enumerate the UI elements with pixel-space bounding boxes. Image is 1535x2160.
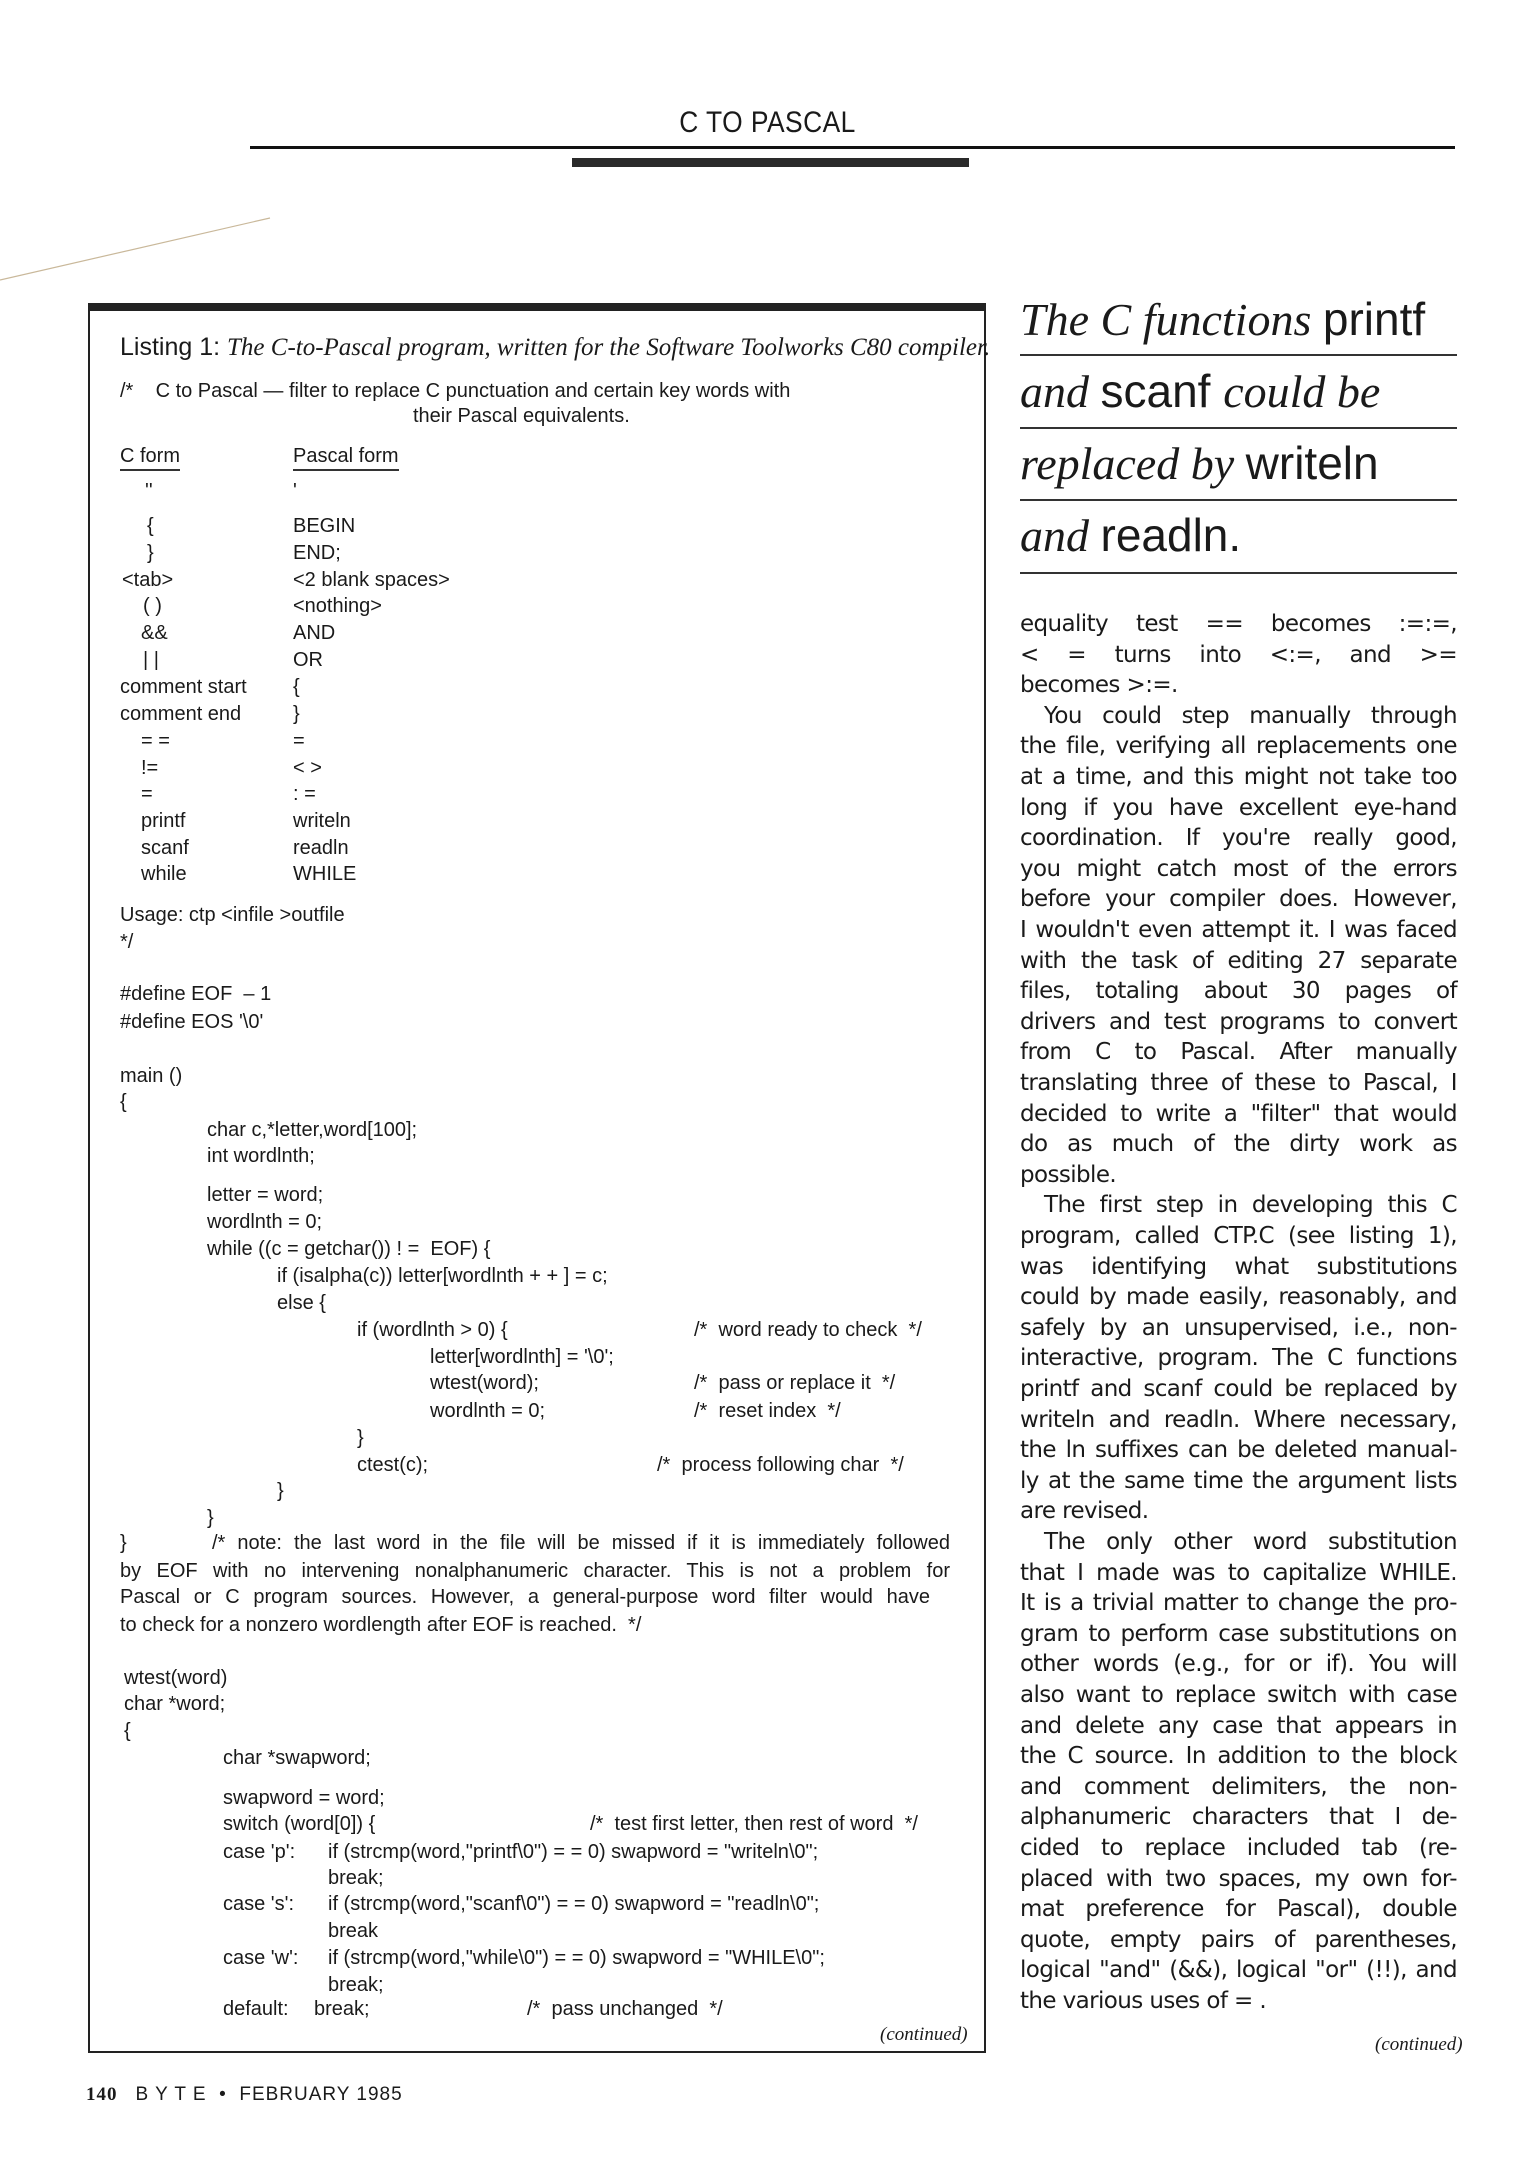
- code-line: */: [120, 931, 134, 953]
- code-comment: /* reset index */: [694, 1400, 841, 1422]
- table-cell-pascal-form: AND: [293, 622, 336, 644]
- article-line: from C to Pascal. After manually: [1020, 1039, 1457, 1066]
- table-header-pascal: Pascal form: [293, 445, 399, 471]
- code-line: wtest(word): [124, 1667, 228, 1689]
- continued-note: (continued): [1375, 2034, 1463, 2055]
- article-line: decided to write a "filter" that would: [1020, 1100, 1457, 1127]
- code-line: if (isalpha(c)) letter[wordlnth + + ] = c;: [277, 1265, 608, 1287]
- code-line: break;: [328, 1974, 384, 1996]
- pull-quote-text: functions: [1142, 294, 1323, 345]
- code-line: Pascal or C program sources. However, a general-purpose word filter would have: [120, 1586, 930, 1608]
- table-cell-c-form: | |: [143, 649, 159, 671]
- code-line: if (wordlnth > 0) {: [357, 1319, 508, 1341]
- table-cell-c-form: '': [145, 480, 153, 502]
- code-line: }: [207, 1507, 214, 1529]
- pull-quote-line: [1020, 508, 1457, 562]
- article-line: I wouldn't even attempt it. I was faced: [1020, 917, 1457, 943]
- article-line: the file, verifying all replacements one: [1020, 733, 1457, 760]
- article-line: coordination. If you're really good,: [1020, 825, 1457, 852]
- table-cell-pascal-form: : =: [293, 783, 316, 805]
- article-line: program, called CTP.C (see listing 1),: [1020, 1223, 1457, 1249]
- table-cell-c-form: while: [141, 863, 187, 885]
- listing-intro: their Pascal equivalents.: [413, 405, 630, 427]
- table-cell-pascal-form: writeln: [293, 810, 351, 832]
- code-line: letter[wordlnth] = '\0';: [430, 1346, 614, 1368]
- table-cell-pascal-form: < >: [293, 757, 322, 779]
- code-line: char c,*letter,word[100];: [207, 1119, 418, 1141]
- article-line: was identifying what substitutions: [1020, 1253, 1457, 1280]
- code-comment: /* pass or replace it */: [694, 1372, 896, 1394]
- pull-quote-rule: [1020, 572, 1457, 574]
- article-line: that I made was to capitalize WHILE.: [1020, 1559, 1457, 1586]
- code-line: default:: [223, 1998, 289, 2020]
- article-line: are revised.: [1020, 1498, 1149, 1525]
- header-bar: [572, 158, 969, 167]
- pull-quote-rule: [1020, 499, 1457, 501]
- article-line: possible.: [1020, 1161, 1117, 1188]
- code-line: case 's':: [223, 1893, 294, 1915]
- caption-label: Listing 1:: [120, 333, 228, 361]
- article-line: and delete any case that appears in: [1020, 1712, 1457, 1739]
- table-cell-c-form: comment start: [120, 676, 247, 698]
- code-line: #define EOF – 1: [120, 983, 272, 1005]
- article-line: long if you have excellent eye-hand: [1020, 794, 1457, 821]
- decorative-line: [0, 200, 280, 290]
- article-line: and comment delimiters, the non-: [1020, 1773, 1457, 1800]
- article-line: writeln and readln. Where necessary,: [1020, 1406, 1457, 1433]
- table-cell-c-form: comment end: [120, 703, 242, 725]
- article-line: gram to perform case substitutions on: [1020, 1620, 1457, 1647]
- article-line: cided to replace included tab (re-: [1020, 1835, 1457, 1861]
- code-line: }: [357, 1427, 364, 1449]
- code-comment: /* pass unchanged */: [527, 1998, 723, 2020]
- code-line: wtest(word);: [430, 1372, 539, 1394]
- pull-quote-text: scanf: [1100, 365, 1224, 417]
- table-cell-c-form: scanf: [141, 837, 189, 859]
- pull-quote-text: The C: [1020, 294, 1143, 345]
- table-header-c: C form: [120, 445, 180, 471]
- table-cell-pascal-form: WHILE: [293, 863, 357, 885]
- article-line: It is a trivial matter to change the pro-: [1020, 1590, 1457, 1617]
- code-comment: /* note: the last word in the file will be missed if it is immediately followed: [212, 1532, 950, 1554]
- code-comment: /* test first letter, then rest of word */: [590, 1813, 918, 1835]
- article-line: ly at the same time the argument lists: [1020, 1467, 1457, 1494]
- code-line: break;: [314, 1998, 370, 2020]
- code-line: by EOF with no intervening nonalphanumeric character. This is not a problem for: [120, 1560, 950, 1582]
- code-line: else {: [277, 1292, 326, 1314]
- pull-quote-text: readln.: [1100, 509, 1242, 561]
- pull-quote-text: writeln: [1245, 437, 1379, 489]
- code-line: if (strcmp(word,"printf\0") = = 0) swapword = "writeln\0";: [328, 1841, 819, 1863]
- article-line: could by made easily, reasonably, and: [1020, 1284, 1457, 1311]
- article-line: the C source. In addition to the block: [1020, 1743, 1457, 1770]
- table-cell-pascal-form: END;: [293, 542, 341, 564]
- code-line: char *word;: [124, 1693, 226, 1715]
- table-cell-pascal-form: BEGIN: [293, 515, 356, 537]
- article-line: the various uses of = .: [1020, 1988, 1267, 2014]
- table-cell-pascal-form: }: [293, 703, 300, 725]
- code-comment: /* process following char */: [657, 1454, 904, 1476]
- article-line: with the task of editing 27 separate: [1020, 947, 1457, 974]
- table-cell-c-form: ( ): [143, 595, 162, 617]
- pull-quote-line: [1020, 436, 1457, 490]
- article-line: files, totaling about 30 pages of: [1020, 978, 1457, 1005]
- table-cell-pascal-form: ': [293, 480, 297, 502]
- continued-note: (continued): [880, 2024, 968, 2045]
- code-line: case 'p':: [223, 1841, 296, 1863]
- article-line: logical "and" (&&), logical "or" (!!), and: [1020, 1957, 1457, 1984]
- article-line: translating three of these to Pascal, I: [1020, 1070, 1457, 1096]
- code-line: break: [328, 1920, 379, 1942]
- code-line: to check for a nonzero wordlength after EOF is reached. */: [120, 1614, 642, 1636]
- table-cell-c-form: = =: [141, 730, 170, 752]
- article-line: The first step in developing this C: [1044, 1192, 1457, 1219]
- code-line: break;: [328, 1867, 384, 1889]
- listing-caption: [120, 333, 990, 362]
- article-line: printf and scanf could be replaced by: [1020, 1376, 1457, 1402]
- code-line: letter = word;: [207, 1184, 324, 1206]
- code-line: if (strcmp(word,"while\0") = = 0) swapword = "WHILE\0";: [328, 1947, 825, 1969]
- code-line: switch (word[0]) {: [223, 1813, 376, 1835]
- listing-intro: /* C to Pascal — filter to replace C punctuation and certain key words with: [120, 380, 791, 402]
- table-cell-c-form: =: [141, 783, 153, 805]
- pull-quote-text: could be: [1223, 366, 1381, 417]
- code-line: #define EOS '\0': [120, 1011, 264, 1033]
- code-comment: /* word ready to check */: [694, 1319, 922, 1341]
- code-line: int wordlnth;: [207, 1145, 315, 1167]
- article-line: at a time, and this might not take too: [1020, 764, 1457, 790]
- pull-quote-text: and: [1020, 510, 1101, 561]
- table-cell-pascal-form: <nothing>: [293, 595, 382, 617]
- article-line: drivers and test programs to convert: [1020, 1008, 1457, 1035]
- article-line: quote, empty pairs of parentheses,: [1020, 1926, 1457, 1953]
- code-line: if (strcmp(word,"scanf\0") = = 0) swapword = "readln\0";: [328, 1893, 820, 1915]
- table-cell-c-form: printf: [141, 810, 186, 832]
- article-line: placed with two spaces, my own for-: [1020, 1865, 1457, 1892]
- caption-text: The C-to-Pascal program, written for the Software Toolworks C80 compiler.: [227, 334, 991, 361]
- article-line: interactive, program. The C functions: [1020, 1345, 1457, 1372]
- table-cell-c-form: !=: [141, 757, 159, 779]
- article-line: becomes >:=.: [1020, 672, 1178, 699]
- table-cell-pascal-form: <2 blank spaces>: [293, 569, 450, 591]
- code-line: wordlnth = 0;: [430, 1400, 546, 1422]
- table-cell-pascal-form: {: [293, 676, 300, 698]
- code-line: case 'w':: [223, 1947, 299, 1969]
- table-cell-c-form: <tab>: [122, 569, 174, 591]
- pull-quote-line: [1020, 292, 1457, 346]
- table-cell-pascal-form: readln: [293, 837, 349, 859]
- article-line: mat preference for Pascal), double: [1020, 1896, 1457, 1923]
- page-footer: [86, 2084, 403, 2106]
- article-line: other words (e.g., for or if). You will: [1020, 1651, 1457, 1678]
- running-head: C TO PASCAL: [679, 106, 856, 139]
- article-line: do as much of the dirty work as: [1020, 1131, 1457, 1158]
- page-number: 140: [86, 2084, 118, 2105]
- pull-quote-text: printf: [1322, 293, 1426, 345]
- code-line: char *swapword;: [223, 1747, 371, 1769]
- article-line: the ln suffixes can be deleted manual-: [1020, 1437, 1457, 1464]
- pull-quote-rule: [1020, 427, 1457, 429]
- code-line: swapword = word;: [223, 1787, 385, 1809]
- table-cell-c-form: }: [147, 542, 154, 564]
- code-line: {: [120, 1091, 127, 1113]
- article-line: also want to replace switch with case: [1020, 1682, 1457, 1708]
- code-line: ctest(c);: [357, 1454, 429, 1476]
- table-cell-pascal-form: OR: [293, 649, 323, 671]
- article-line: alphanumeric characters that I de-: [1020, 1804, 1457, 1831]
- code-line: }: [120, 1532, 127, 1554]
- code-line: {: [124, 1720, 131, 1742]
- code-line: Usage: ctp <infile >outfile: [120, 904, 345, 926]
- code-line: }: [277, 1480, 284, 1502]
- magazine-date: B Y T E • FEBRUARY 1985: [135, 2084, 403, 2105]
- article-line: The only other word substitution: [1044, 1529, 1457, 1555]
- article-line: safely by an unsupervised, i.e., non-: [1020, 1314, 1457, 1341]
- pull-quote-line: [1020, 364, 1457, 418]
- header-rule: [250, 146, 1455, 149]
- pull-quote-text: replaced by: [1020, 438, 1246, 489]
- table-cell-c-form: {: [147, 515, 154, 537]
- code-line: wordlnth = 0;: [207, 1211, 323, 1233]
- article-line: you might catch most of the errors: [1020, 855, 1457, 882]
- article-line: equality test == becomes :=:=,: [1020, 611, 1457, 637]
- article-line: before your compiler does. However,: [1020, 886, 1457, 913]
- pull-quote-text: and: [1020, 366, 1101, 417]
- article-line: < = turns into <:=, and >=: [1020, 641, 1457, 668]
- code-line: while ((c = getchar()) ! = EOF) {: [207, 1238, 491, 1260]
- article-line: You could step manually through: [1044, 702, 1457, 729]
- table-cell-pascal-form: =: [293, 730, 305, 752]
- table-cell-c-form: &&: [141, 622, 168, 644]
- pull-quote-rule: [1020, 354, 1457, 356]
- code-line: main (): [120, 1065, 183, 1087]
